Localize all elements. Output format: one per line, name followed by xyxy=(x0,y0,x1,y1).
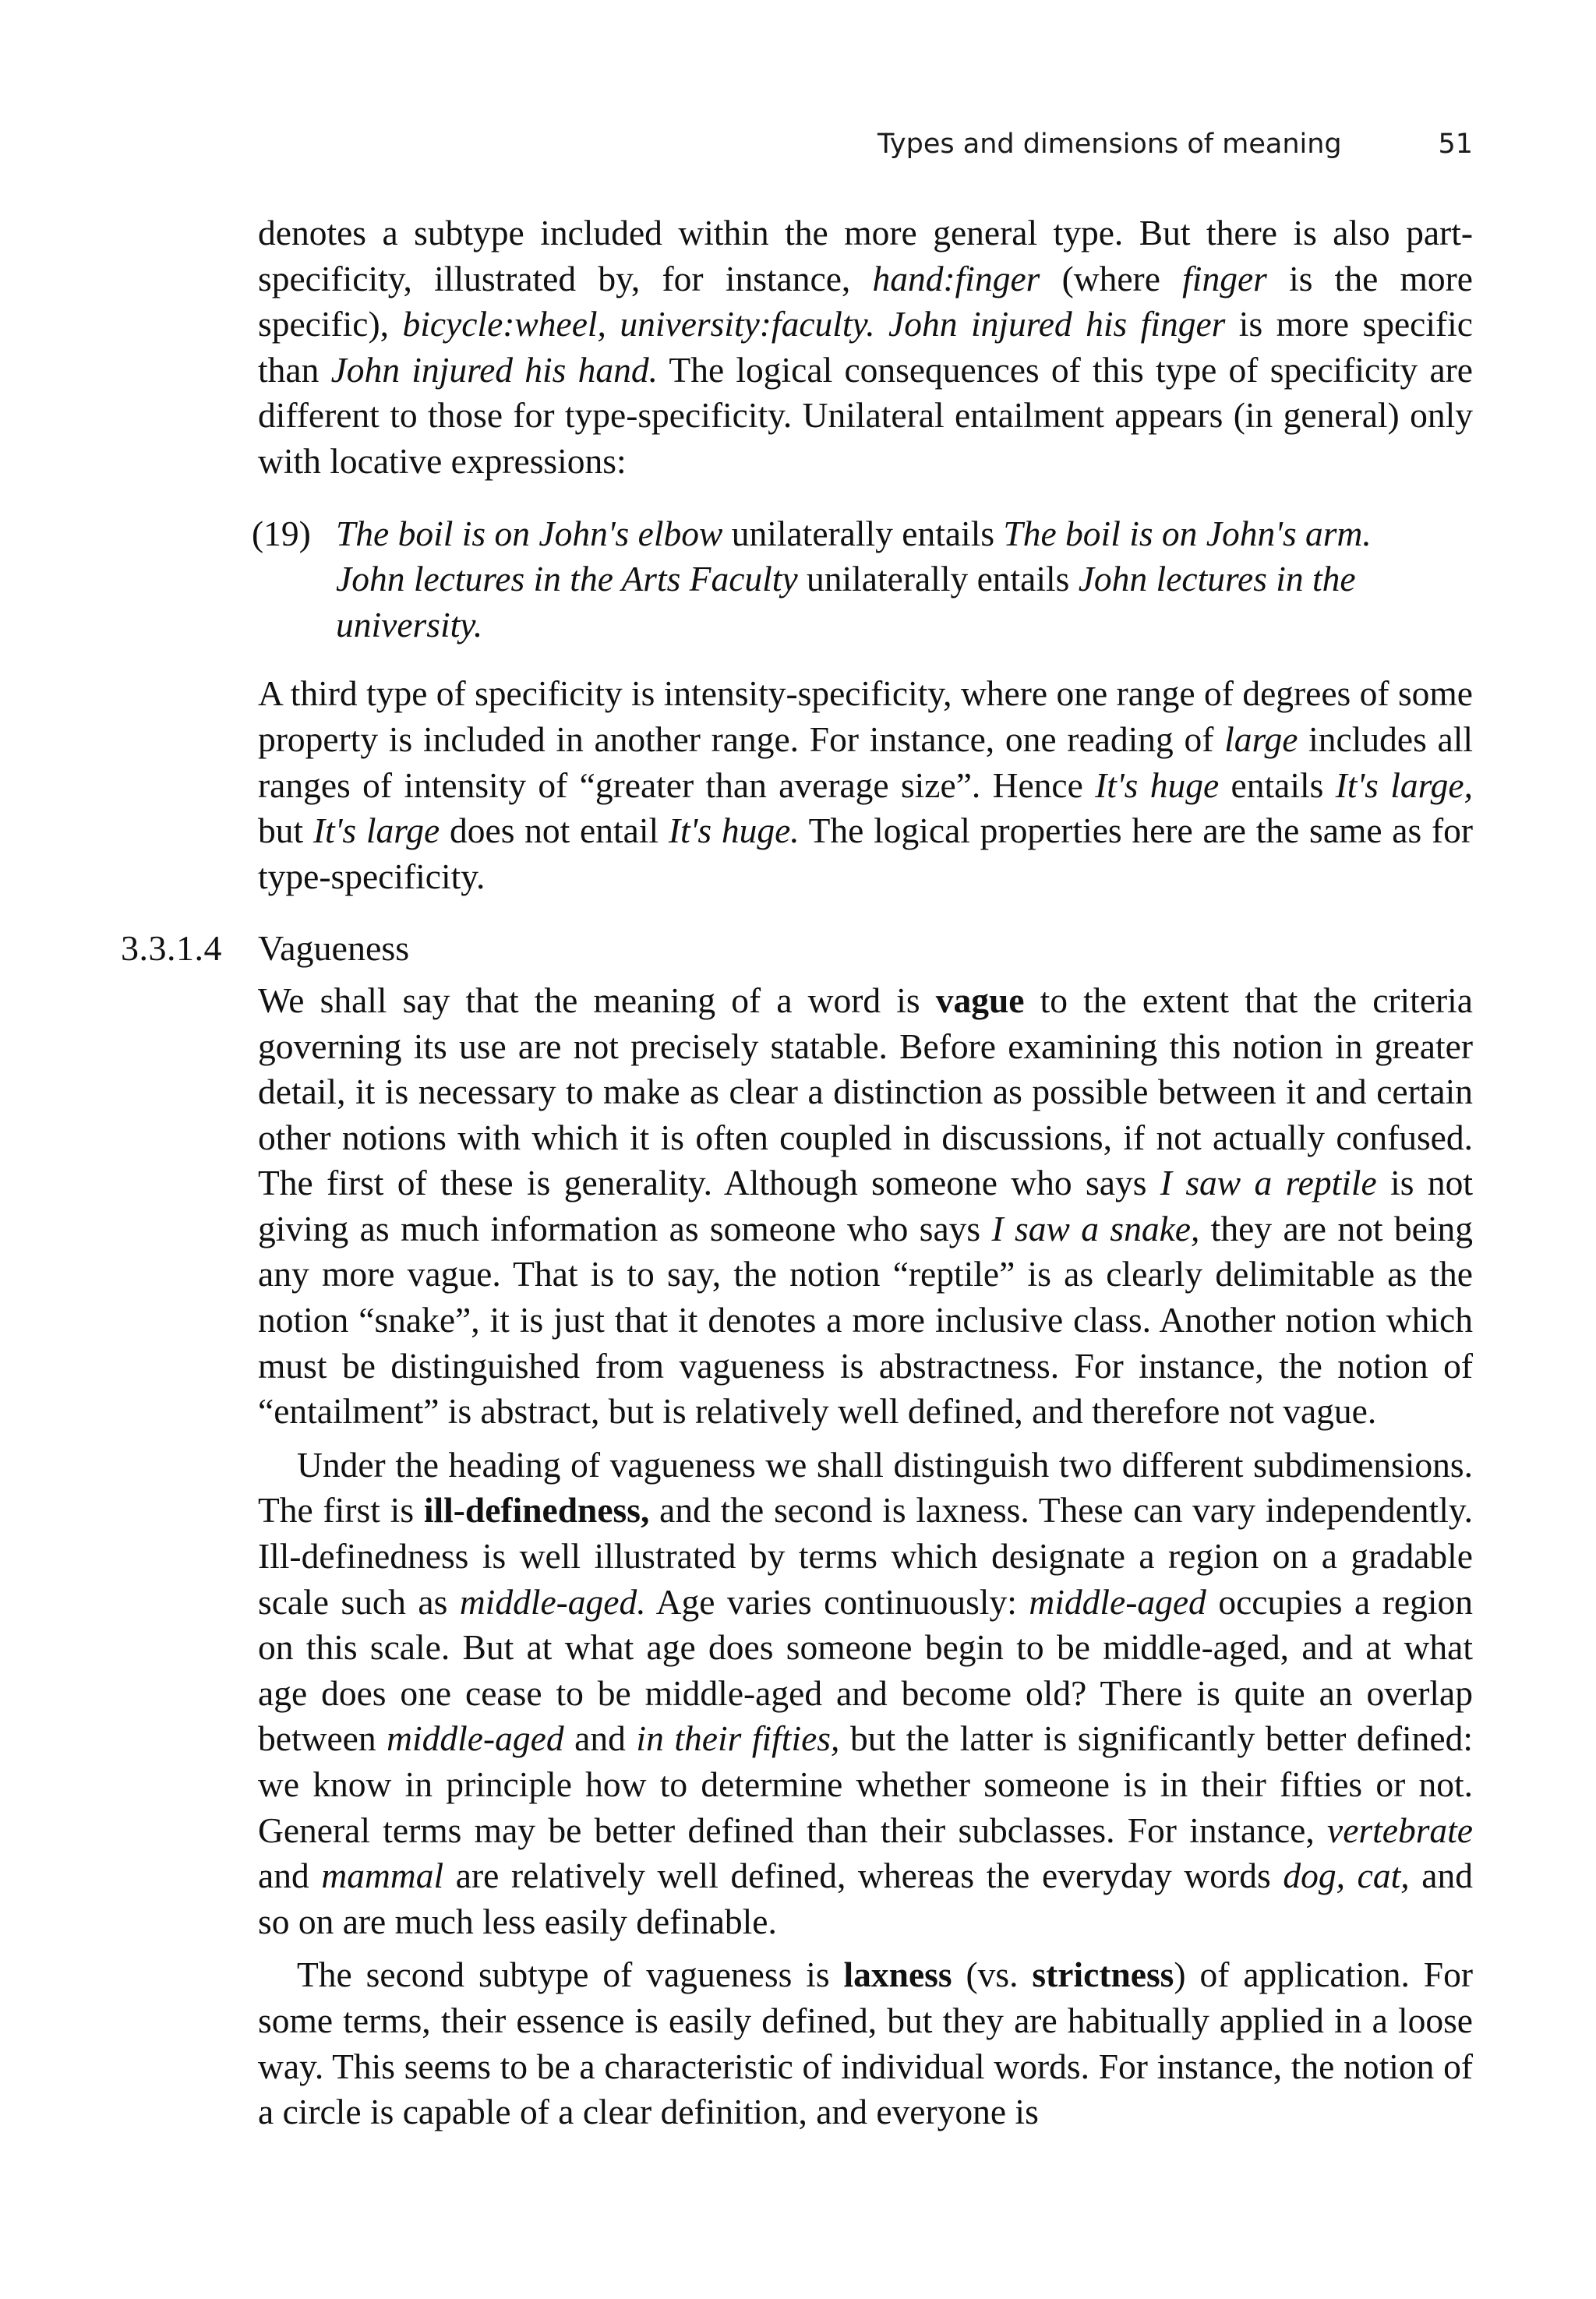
italic-term: It's large, xyxy=(1335,765,1473,805)
text-run: are relatively well defined, whereas the everyday words xyxy=(443,1856,1284,1896)
text-run: ) of application. For some terms, their essence is easily defined, but they are habitually applied in a loose way. This seems to be a characteristic of individual words. For instance, the notion of a circle is capable of a clear definition, and everyone is xyxy=(258,1955,1473,2132)
section-number: 3.3.1.4 xyxy=(121,928,222,969)
text-run: includes all ranges of intensity of “greater than average size”. Hence xyxy=(258,719,1473,805)
italic-term: in their fifties, xyxy=(636,1718,840,1759)
italic-term: bicycle:wheel, university:faculty. John injured his finger xyxy=(402,304,1226,344)
text-run: and the second is laxness. These can vary independently. Ill-definedness is well illustrated by terms which designate a region on a gradable scale such as xyxy=(258,1490,1474,1622)
text-run: unilaterally entails xyxy=(797,559,1079,599)
example-line-1 xyxy=(336,511,1473,557)
text-run: is more specific than xyxy=(258,304,1473,390)
text-run: (vs. xyxy=(952,1955,1033,1995)
italic-term: The boil is on John's elbow xyxy=(336,513,723,553)
paragraph-ill-definedness xyxy=(258,1443,1473,1945)
text-run: We shall say that the meaning of a word is xyxy=(258,980,936,1020)
text-run: The second subtype of vagueness is xyxy=(297,1955,844,1995)
italic-term: large xyxy=(1224,719,1298,759)
italic-term: John lectures in the university. xyxy=(336,559,1356,644)
text-run: they are not being any more vague. That is to say, the notion “reptile” is as clearly delimitable as the notion “snake”, it is just that it denotes a more inclusive class. Another notion which must be distinguished from vagueness is abstractness. For instance, the notion of “entailment” is abstract, but is relatively well defined, and therefore not vague. xyxy=(258,1208,1473,1432)
italic-term: It's huge xyxy=(1095,765,1220,805)
text-run: is the more specific), xyxy=(258,258,1473,344)
example-number: (19) xyxy=(252,513,311,553)
text-run: to the extent that the criteria governing its use are not precisely statable. Before examining this notion in greater detail, it is necessary to make as clear a distinction as possible between it and certain other notions with which it is often coupled in discussions, if not actually confused. The first of these is generality. Although someone who says xyxy=(258,980,1474,1203)
bold-term: laxness xyxy=(843,1955,952,1995)
paragraph-laxness xyxy=(258,1952,1473,2135)
text-run: and so on are much less easily definable. xyxy=(258,1856,1474,1941)
text-run: occupies a region on this scale. But at what age does someone begin to be middle-aged, and at what age does one cease to be middle-aged and become old? There is quite an overlap between xyxy=(258,1581,1473,1759)
text-run: but xyxy=(258,810,313,851)
paragraph-intensity-specificity xyxy=(258,671,1473,899)
text-run: entails xyxy=(1219,765,1336,805)
italic-term: It's large xyxy=(312,810,440,851)
section-title: Vagueness xyxy=(258,928,410,969)
italic-term: middle-aged xyxy=(1029,1581,1206,1622)
text-run: The logical properties here are the same as for type-specificity. xyxy=(258,810,1473,896)
text-run: is not giving as much information as someone who says xyxy=(258,1163,1473,1248)
text-run: A third type of specificity is intensity-specificity, where one range of degrees of some property is included in another range. For instance, one reading of xyxy=(258,673,1473,759)
text-run: Under the heading of vagueness we shall distinguish two different subdimensions. The first is xyxy=(258,1444,1473,1531)
bold-term: vague xyxy=(935,980,1025,1020)
paragraph-vagueness-definition xyxy=(258,978,1473,1435)
example-19 xyxy=(252,511,1473,648)
text-run: and xyxy=(563,1718,637,1759)
italic-term: middle-aged. xyxy=(459,1581,646,1622)
text-run: and xyxy=(258,1856,322,1896)
text-run: (where xyxy=(1040,258,1183,298)
section-heading xyxy=(121,926,1473,972)
example-line-2 xyxy=(336,556,1473,648)
italic-term: It's huge. xyxy=(668,810,800,851)
page-number: 51 xyxy=(1438,129,1473,160)
text-run: The logical consequences of this type of specificity are different to those for type-specificity. Unilateral entailment appears (in general) only with locative expressions: xyxy=(258,349,1473,481)
italic-term: mammal xyxy=(321,1856,444,1896)
italic-term: The boil is on John's arm. xyxy=(1003,513,1372,553)
italic-term: middle-aged xyxy=(387,1718,564,1759)
italic-term: vertebrate xyxy=(1327,1810,1473,1850)
text-run: unilaterally entails xyxy=(722,513,1004,553)
paragraph-part-specificity xyxy=(258,210,1473,485)
text-run: Age varies continuously: xyxy=(645,1581,1029,1622)
italic-term: John lectures in the Arts Faculty xyxy=(336,559,798,599)
italic-term: I saw a snake, xyxy=(991,1208,1200,1248)
body-text xyxy=(121,210,1474,2135)
italic-term: finger xyxy=(1182,258,1267,298)
italic-term: John injured his hand. xyxy=(330,349,658,390)
text-run: does not entail xyxy=(440,810,669,851)
text-run: denotes a subtype included within the more general type. But there is also part-specificity, illustrated by, for instance, xyxy=(258,213,1473,298)
bold-term: strictness xyxy=(1032,1955,1174,1995)
italic-term: dog, cat, xyxy=(1283,1856,1410,1896)
running-head-title: Types and dimensions of meaning xyxy=(877,129,1342,160)
italic-term: I saw a reptile xyxy=(1160,1163,1377,1203)
text-run: but the latter is significantly better defined: we know in principle how to determine whether someone is in their fifties or not. General terms may be better defined than their subclasses. For instance, xyxy=(258,1718,1473,1850)
bold-term: ill-definedness, xyxy=(423,1490,650,1531)
italic-term: hand:finger xyxy=(872,258,1040,298)
